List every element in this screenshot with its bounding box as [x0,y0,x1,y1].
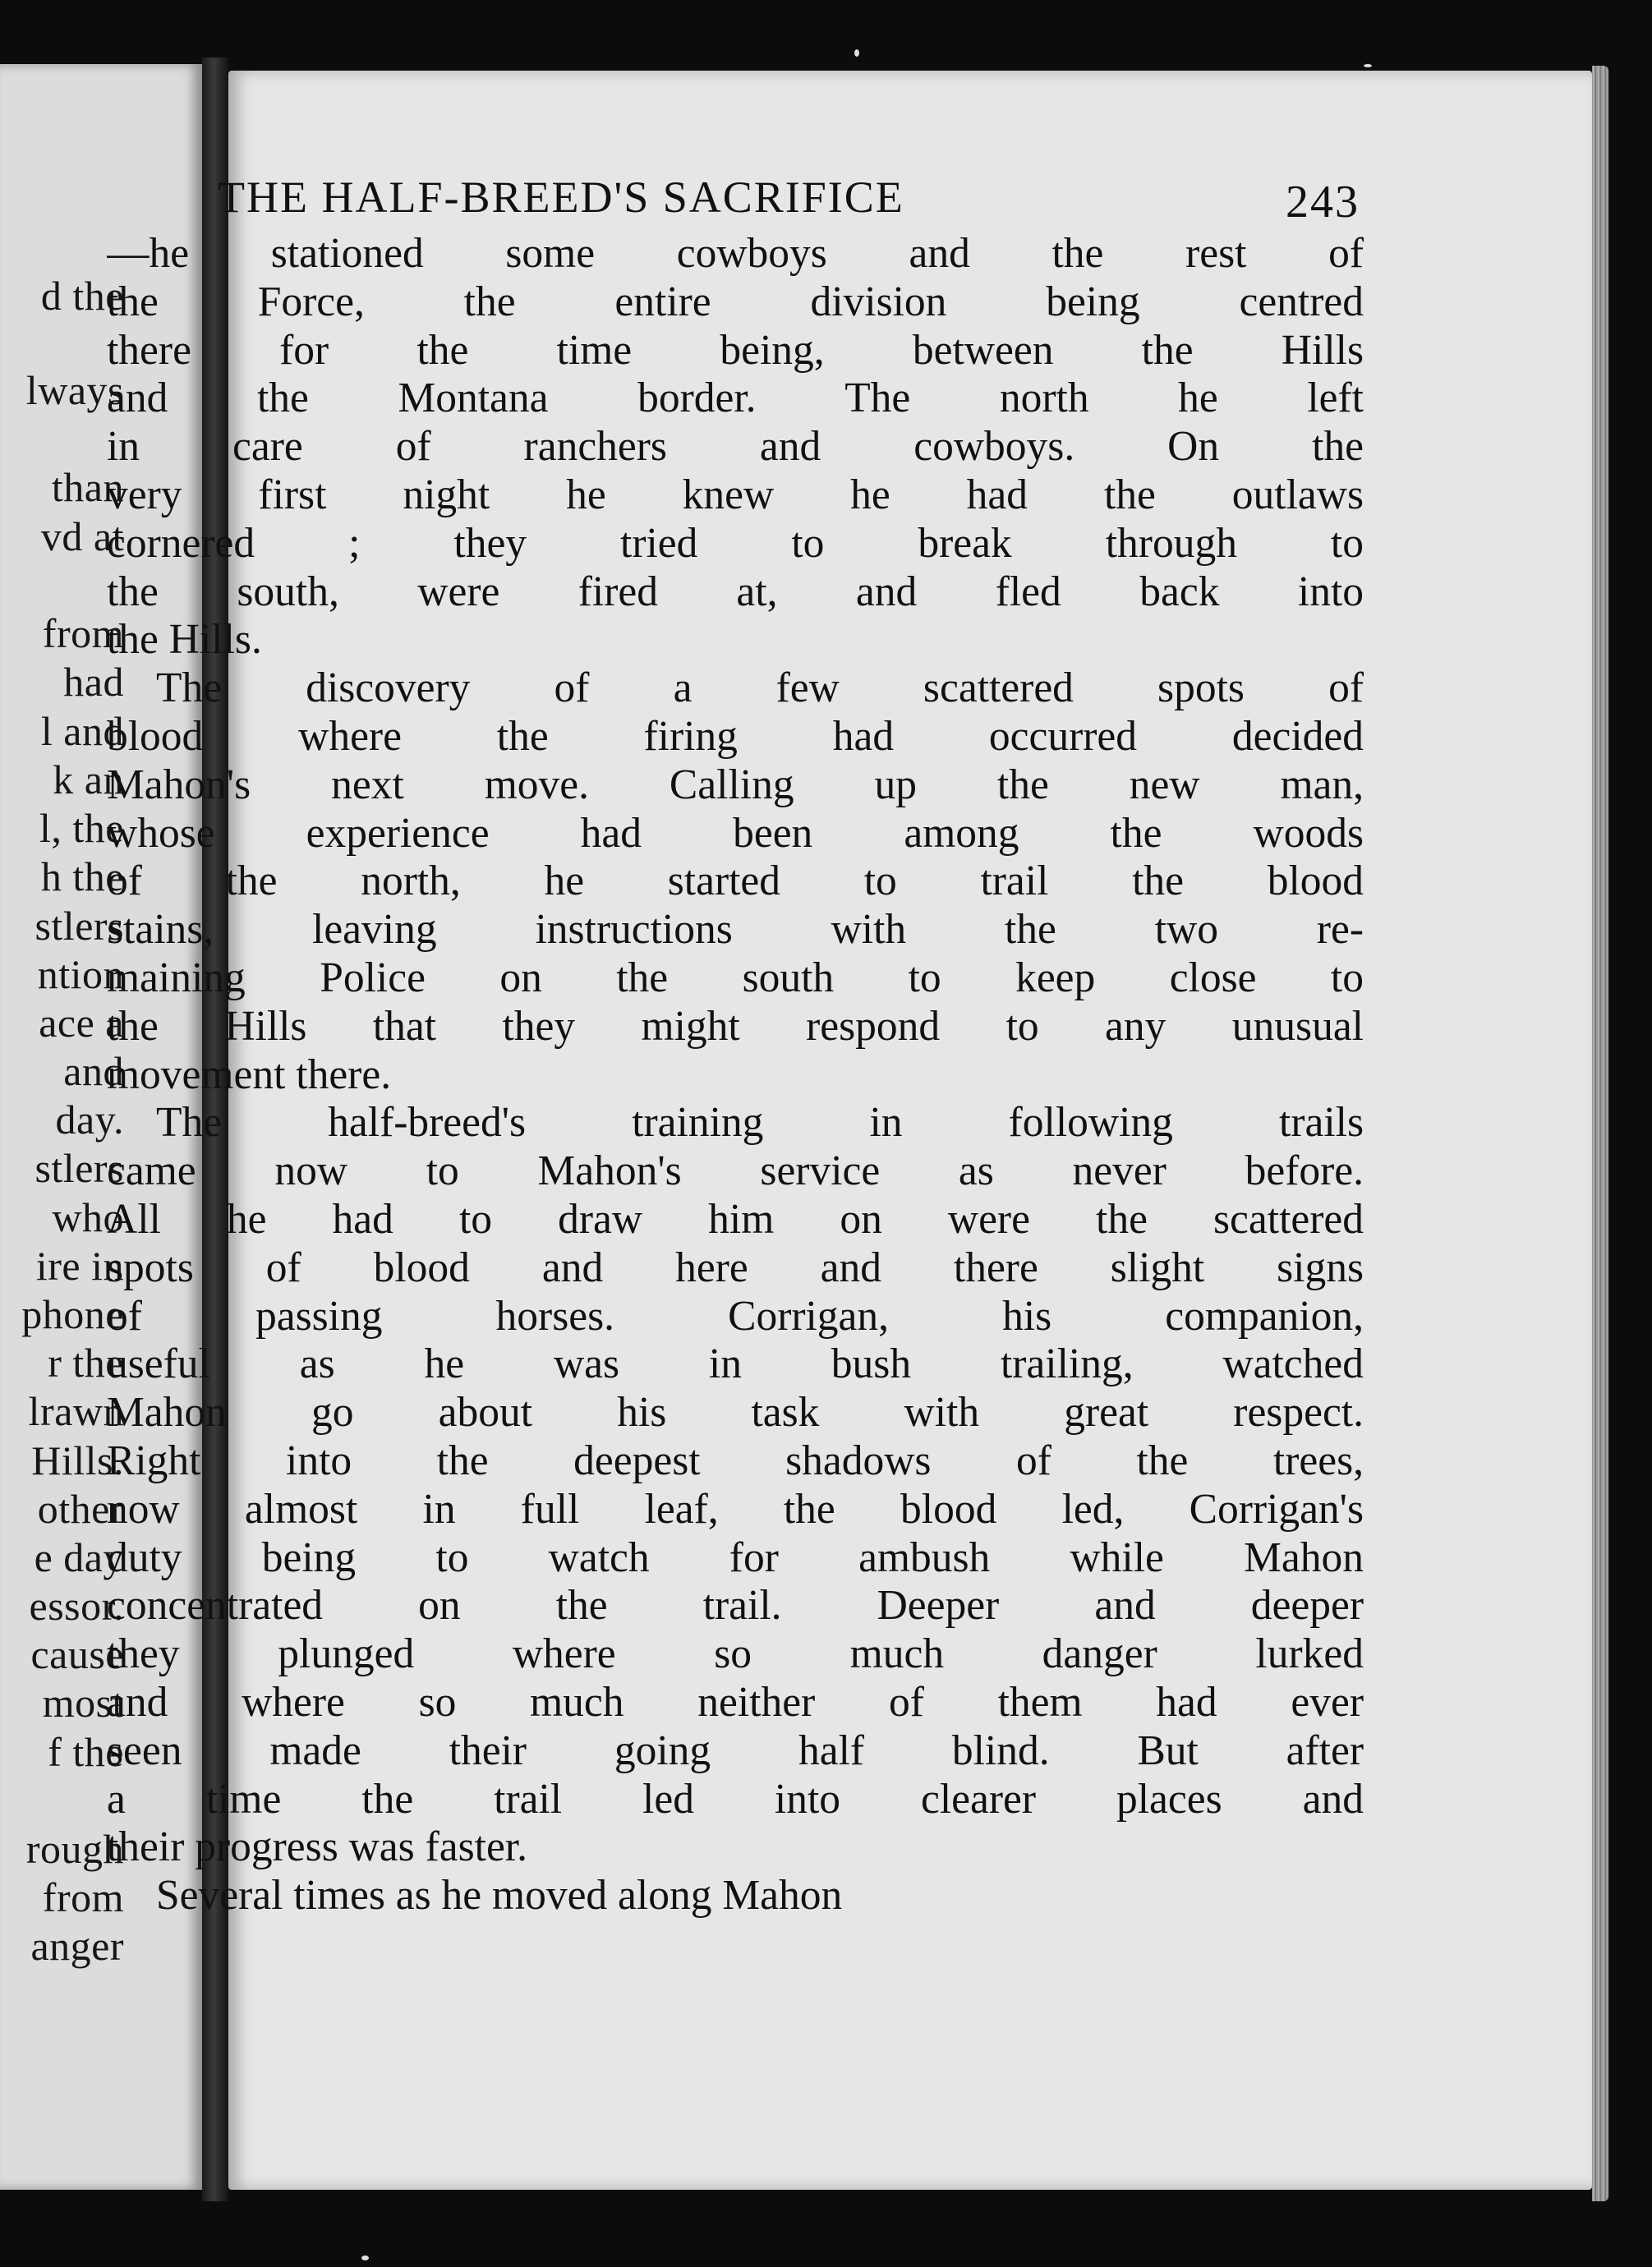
text-line: concentrated on the trail. Deeper and deeper [107,1582,1364,1630]
left-page-line: r the [48,1340,124,1386]
paragraph [107,1099,1364,1872]
paragraph [107,1872,1364,1920]
left-page-line: k an [53,756,124,802]
left-page-line: cause [30,1631,124,1677]
left-page-line: from [42,1874,124,1920]
left-page-line: vd at [40,513,124,559]
paragraph [107,664,1364,1099]
left-page-line: ntion [37,951,124,997]
scan-speck [854,49,859,57]
text-line: Right into the deepest shadows of the trees, [107,1437,1364,1484]
text-line: movement there. [107,1051,392,1098]
left-page-line: phone [21,1291,124,1337]
text-line: stains, leaving instructions with the two re- [107,906,1364,954]
left-page-line: h the [40,853,124,899]
body-text [107,230,1364,1920]
left-page-line: and [63,1048,124,1094]
text-line: now almost in full leaf, the blood led, Corrigan's [107,1485,1364,1533]
left-page-line: anger [30,1923,124,1969]
text-line: a time the trail led into clearer places and [107,1775,1364,1823]
left-page-line: stlers [35,903,124,949]
paragraph [107,230,1364,664]
text-line: duty being to watch for ambush while Mahon [107,1534,1364,1581]
text-line: they plunged where so much danger lurked [107,1630,1364,1678]
left-page-line: had [63,659,124,705]
text-line: of passing horses. Corrigan, his companion, [107,1292,1364,1340]
left-page-line: stlers [35,1145,124,1191]
text-line: and the Montana border. The north he left [107,375,1364,422]
text-line: in care of ranchers and cowboys. On the [107,423,1364,471]
text-line: The half-breed's training in following trails [156,1099,1364,1147]
text-line: Mahon go about his task with great respect. [107,1389,1364,1437]
text-line: useful as he was in bush trailing, watched [107,1340,1364,1388]
left-page-line: lrawn [28,1388,124,1434]
left-page-line: day. [55,1097,124,1143]
scan-speck [361,2256,369,2260]
text-line: the south, were fired at, and fled back into [107,568,1364,615]
left-page-line: than [51,464,124,510]
text-line: cornered ; they tried to break through to [107,519,1364,567]
text-line: Several times as he moved along Mahon [156,1872,843,1920]
text-line: very first night he knew he had the outlaws [107,471,1364,518]
left-page-line: e day [34,1534,124,1580]
left-page-line: ire in [35,1243,124,1289]
left-page-line: lways [25,367,124,413]
left-page-line: l, the [39,805,124,851]
left-page-line: from [42,610,124,656]
chapter-title: THE HALF-BREED'S SACRIFICE [218,172,904,222]
text-line: blood where the firing had occurred decided [107,712,1364,760]
left-page-line: most [42,1680,124,1726]
text-line: —he stationed some cowboys and the rest of [107,230,1364,277]
text-line: spots of blood and here and there slight signs [107,1244,1364,1291]
left-page-line: f the [48,1729,124,1775]
text-line: the Force, the entire division being centred [107,278,1364,325]
text-line: came now to Mahon's service as never before. [107,1147,1364,1195]
text-line: whose experience had been among the woods [107,809,1364,857]
running-head [218,168,1360,226]
text-line: All he had to draw him on were the scattered [107,1195,1364,1243]
text-line: The discovery of a few scattered spots of [156,664,1364,712]
text-line: their progress was faster. [107,1823,527,1871]
text-line: Mahon's next move. Calling up the new man, [107,761,1364,808]
left-page-line: Hills. [31,1437,124,1483]
left-page-line: d the [40,273,124,319]
text-line: and where so much neither of them had ever [107,1678,1364,1726]
text-line: there for the time being, between the Hills [107,326,1364,374]
text-line: the Hills that they might respond to any unusual [107,1002,1364,1050]
left-page-line: ace a [39,1000,124,1046]
text-line: of the north, he started to trail the blood [107,858,1364,905]
page-number: 243 [1286,177,1360,228]
left-page-line: who [52,1194,124,1240]
text-line: the Hills. [107,616,262,664]
scan-speck [1364,64,1372,67]
text-line: maining Police on the south to keep close to [107,954,1364,1001]
left-page-line: l and [40,708,124,754]
left-page-line: rough [25,1826,124,1872]
page-edge [1592,66,1608,2201]
left-page-line: other [37,1486,124,1532]
left-page-line: essor. [29,1583,124,1629]
text-line: seen made their going half blind. But after [107,1727,1364,1774]
